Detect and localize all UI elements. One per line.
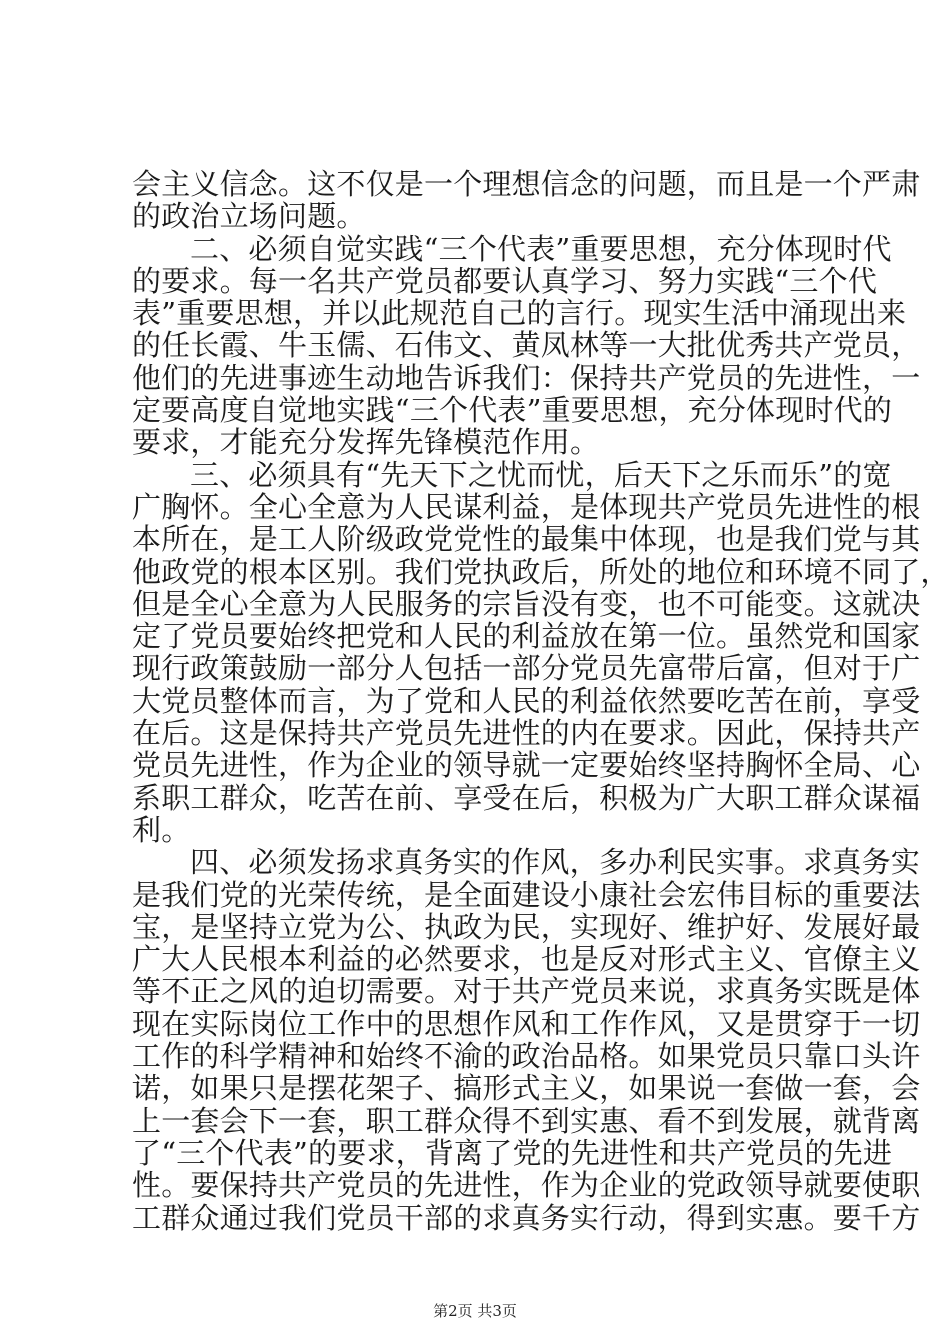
- text-line: 系职工群众，吃苦在前、享受在后，积极为广大职工群众谋福: [132, 780, 921, 815]
- text-line: 大党员整体而言，为了党和人民的利益依然要吃苦在前，享受: [132, 683, 921, 718]
- text-line: 会主义信念。这不仅是一个理想信念的问题，而且是一个严肃: [132, 167, 921, 201]
- text-line: 诺，如果只是摆花架子、搞形式主义，如果说一套做一套，会: [132, 1071, 921, 1106]
- text-line: 三、必须具有“先天下之忧而忧，后天下之乐而乐”的宽: [190, 457, 892, 492]
- text-line: 本所在，是工人阶级政党党性的最集中体现，也是我们党与其: [132, 522, 921, 557]
- text-line: 广胸怀。全心全意为人民谋利益，是体现共产党员先进性的根: [132, 489, 921, 524]
- text-line: 上一套会下一套，职工群众得不到实惠、看不到发展，就背离: [132, 1103, 921, 1138]
- text-line: 定要高度自觉地实践“三个代表”重要思想，充分体现时代的: [132, 393, 893, 428]
- text-line: 现在实际岗位工作中的思想作风和工作作风，又是贯穿于一切: [132, 1006, 921, 1041]
- text-line: 宝，是坚持立党为公、执政为民，实现好、维护好、发展好最: [132, 909, 921, 944]
- text-line: 的任长霞、牛玉儒、石伟文、黄凤林等一大批优秀共产党员，: [132, 328, 921, 363]
- text-line: 定了党员要始终把党和人民的利益放在第一位。虽然党和国家: [132, 619, 921, 654]
- text-line: 广大人民根本利益的必然要求，也是反对形式主义、官僚主义: [132, 942, 921, 977]
- text-line: 是我们党的光荣传统，是全面建设小康社会宏伟目标的重要法: [132, 877, 921, 912]
- text-line: 但是全心全意为人民服务的宗旨没有变，也不可能变。这就决: [132, 586, 921, 621]
- text-line: 要求，才能充分发挥先锋模范作用。: [132, 425, 600, 460]
- text-line: 的政治立场问题。: [132, 199, 366, 234]
- document-body: [132, 167, 950, 1235]
- page-footer: 第2页 共3页: [433, 1302, 517, 1320]
- text-line: 工作的科学精神和始终不渝的政治品格。如果党员只靠口头许: [132, 1039, 921, 1074]
- text-line: 他政党的根本区别。我们党执政后，所处的地位和环境不同了，: [132, 554, 950, 589]
- text-line: 了“三个代表”的要求，背离了党的先进性和共产党员的先进: [132, 1135, 893, 1170]
- text-line: 性。要保持共产党员的先进性，作为企业的党政领导就要使职: [132, 1168, 921, 1203]
- text-line: 四、必须发扬求真务实的作风，多办利民实事。求真务实: [190, 845, 921, 880]
- text-line: 的要求。每一名共产党员都要认真学习、努力实践“三个代: [132, 263, 878, 298]
- text-line: 在后。这是保持共产党员先进性的内在要求。因此，保持共产: [132, 716, 921, 751]
- text-line: 工群众通过我们党员干部的求真务实行动，得到实惠。要千方: [132, 1200, 921, 1235]
- text-line: 表”重要思想，并以此规范自己的言行。现实生活中涌现出来: [132, 296, 907, 331]
- text-line: 等不正之风的迫切需要。对于共产党员来说，求真务实既是体: [132, 974, 921, 1009]
- text-line: 现行政策鼓励一部分人包括一部分党员先富带后富，但对于广: [132, 651, 921, 686]
- text-line: 他们的先进事迹生动地告诉我们：保持共产党员的先进性，一: [132, 360, 921, 395]
- text-line: 党员先进性，作为企业的领导就一定要始终坚持胸怀全局、心: [132, 748, 921, 783]
- text-line: 利。: [132, 812, 191, 847]
- text-line: 二、必须自觉实践“三个代表”重要思想，充分体现时代: [190, 231, 892, 266]
